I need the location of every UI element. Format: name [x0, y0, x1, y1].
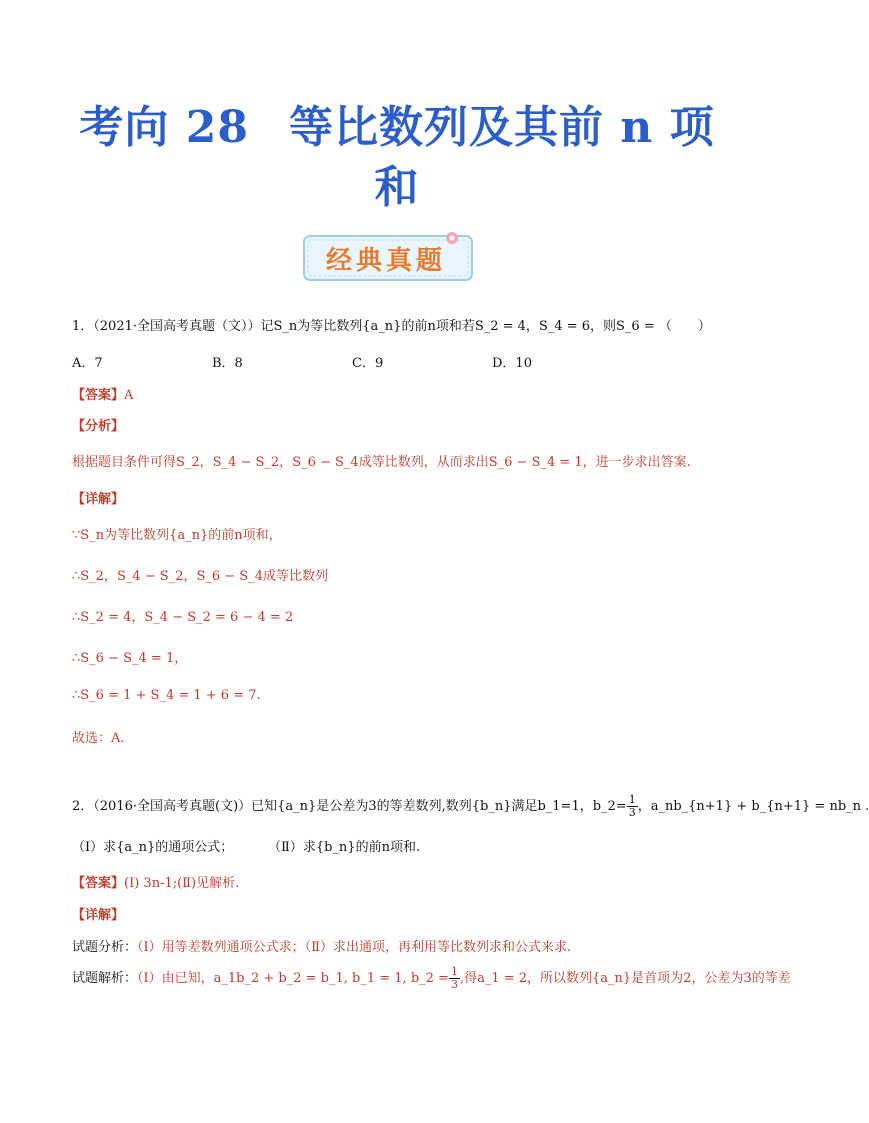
q2-solution-text-b: ,得a_1 = 2，所以数列{a_n}是首项为2，公差为3的等差 — [459, 971, 791, 986]
q2-solution-fraction-num: 1 — [450, 965, 458, 978]
q2-solution-prefix: 试题解析： — [72, 971, 138, 986]
q2-number: 2． — [72, 799, 94, 814]
q2-solution-fraction — [449, 966, 460, 991]
q2-part-2: （Ⅱ）求{b_n}的前n项和. — [268, 840, 421, 855]
q2-fraction-num: 1 — [628, 793, 636, 806]
q1-options — [72, 352, 632, 371]
q1-source: （2021·全国高考真题（文）） — [93, 319, 261, 334]
q1-detail-line-1: ∵S_n为等比数列{a_n}的前n项和， — [72, 528, 282, 543]
q1-option-d: D．10 — [492, 356, 532, 371]
q1-number: 1． — [72, 319, 94, 334]
q2-answer-value: (Ⅰ) 3n-1;(Ⅱ)见解析. — [124, 876, 240, 891]
q2-part-1: （Ⅰ）求{a_n}的通项公式； — [72, 840, 234, 855]
q2-stem-text-b: ，a_nb_{n+1} + b_{n+1} = nb_n . — [637, 799, 869, 814]
q1-answer-value: A — [124, 388, 134, 403]
q1-option-c: C．9 — [352, 356, 384, 371]
title-part-1: 考向 28 — [79, 102, 249, 153]
q2-solution-text-a: （Ⅰ）由已知，a_1b_2 + b_2 = b_1, b_1 = 1, b_2 = — [137, 971, 449, 986]
badge-label: 经典真题 — [325, 246, 446, 276]
q2-analysis — [72, 936, 571, 955]
section-badge — [300, 232, 478, 284]
q1-detail-line-4: ∴S_6 − S_4 = 1， — [72, 651, 188, 666]
title-part-3: 和 — [374, 162, 420, 213]
q1-choose: 故选：A. — [72, 731, 125, 746]
q2-solution — [72, 966, 791, 991]
q2-fraction-den: 3 — [628, 806, 636, 819]
q1-stem-text: 记S_n为等比数列{a_n}的前n项和若S_2 = 4，S_4 = 6，则S_6 = （ ） — [260, 319, 711, 334]
q1-detail-line-2: ∴S_2，S_4 − S_2，S_6 − S_4成等比数列 — [72, 569, 328, 584]
q1-analysis-label: 【分析】 — [72, 419, 125, 434]
q1-option-b: B．8 — [212, 356, 243, 371]
q1-answer — [72, 384, 133, 403]
q1-detail-line-5: ∴S_6 = 1 + S_4 = 1 + 6 = 7. — [72, 688, 261, 703]
q1-option-a: A．7 — [72, 356, 103, 371]
q2-analysis-prefix: 试题分析： — [72, 940, 138, 955]
q2-detail-label: 【详解】 — [72, 908, 125, 923]
q1-answer-label: 【答案】 — [72, 388, 125, 403]
q2-stem-text-a: 已知{a_n}是公差为3的等差数列,数列{b_n}满足b_1=1，b_2= — [251, 799, 627, 814]
q2-fraction — [627, 794, 638, 819]
title-part-2: 等比数列及其前 n 项 — [288, 102, 715, 153]
q2-stem — [72, 794, 869, 819]
q2-parts — [72, 836, 420, 855]
q2-source: （2016·全国高考真题(文)） — [93, 799, 252, 814]
q1-stem — [72, 315, 711, 334]
q2-analysis-text: （Ⅰ）用等差数列通项公式求；（Ⅱ）求出通项，再利用等比数列求和公式来求. — [137, 940, 572, 955]
q2-answer — [72, 872, 239, 891]
q2-answer-label: 【答案】 — [72, 876, 125, 891]
page-title — [60, 98, 734, 218]
q1-detail-line-3: ∴S_2 = 4，S_4 − S_2 = 6 − 4 = 2 — [72, 610, 294, 625]
q1-detail-label: 【详解】 — [72, 492, 125, 507]
q1-analysis-text: 根据题目条件可得S_2，S_4 − S_2，S_6 − S_4成等比数列，从而求出S_6 − S_4 = 1，进一步求出答案. — [72, 455, 691, 470]
q2-solution-fraction-den: 3 — [450, 978, 458, 991]
